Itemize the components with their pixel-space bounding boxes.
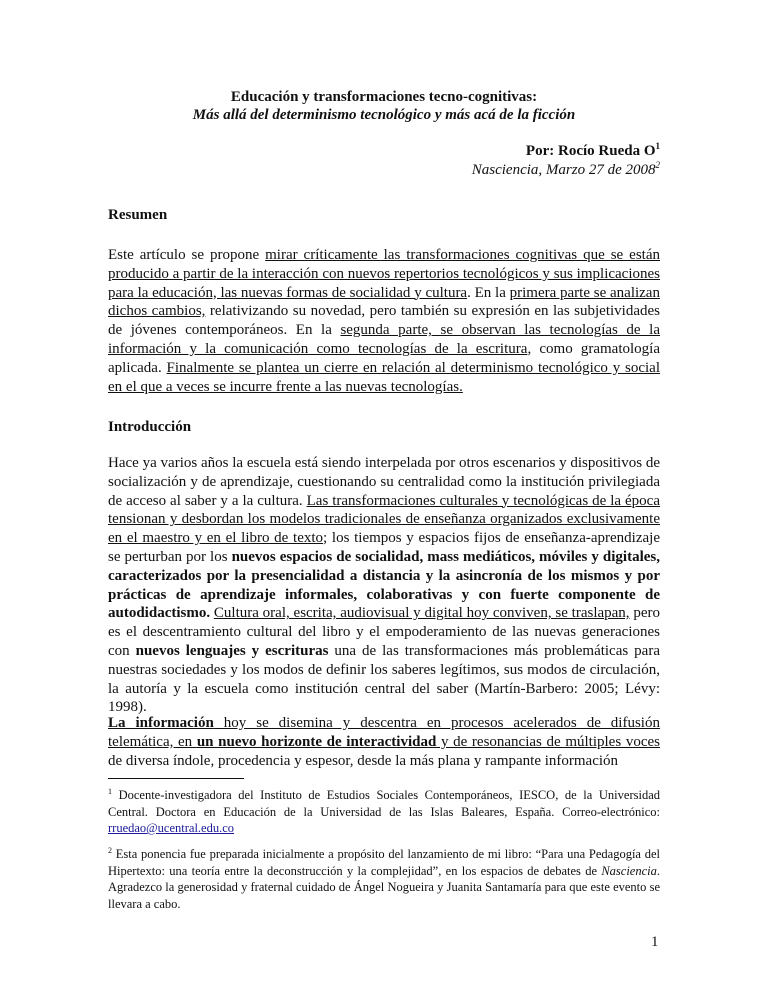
text-run: segunda parte, se observan las tecnologías de la información y la comunicación como tecnologías de la escritura [108,322,661,357]
venue-date-line [472,161,660,180]
text-run: . En la [467,284,510,301]
text-run: primera parte se analizan dichos cambios, [108,284,660,320]
footnote-1-marker: 1 [108,786,112,796]
footnote-2-text: Esta ponencia fue preparada inicialmente a propósito del lanzamiento de mi libro: “Para una Pedagogía del Hipertexto: una teoría entre la deconstrucción y la complejidad”, en los espacios de debates de [108,847,660,878]
text-run: y de resonancias de múltiples voces [436,733,660,750]
author-line [526,142,660,161]
text-run: pero es el descentramiento cultural del libro y el empoderamiento de las nuevas generaciones con [108,605,661,659]
intro-paragraph-2 [108,714,660,770]
title-line-2: Más allá del determinismo tecnológico y más acá de la ficción [192,107,576,123]
footnote-1-text: Docente-investigadora del Instituto de Estudios Sociales Contemporáneos, IESCO, de la Universidad Central. Doctora en Educación de la Universidad de las Islas Baleares, España. Correo-electrónico: [108,788,660,819]
footnote-2-emphasis: Nasciencia [601,863,657,878]
resumen-paragraph [108,246,660,396]
author-name: Por: Rocío Rueda O [525,143,656,159]
footnote-2-text-end: . Agradezco la generosidad y fraternal cuidado de Ángel Nogueira y Juanita Santamaría para que este evento se llevara a cabo. [108,863,660,911]
text-run: mirar críticamente las transformaciones cognitivas que se están producido a partir de la interacción con nuevos repertorios tecnológicos y sus implicaciones para la educación, las nuevas formas de socialidad y cultura [108,247,660,301]
text-run: hoy se disemina y descentra en procesos acelerados de difusión telemática, en [108,715,660,750]
resumen-heading: Resumen [108,207,168,223]
footnote-1-email-link[interactable]: rruedao@ucentral.edu.co [108,821,235,835]
text-run: Cultura oral, escrita, audiovisual y digital hoy conviven, se traslapan, [213,605,630,622]
footnote-ref-2[interactable]: 2 [655,160,660,170]
text-run: un nuevo horizonte de interactividad [196,733,437,750]
text-run: Hace ya varios años la escuela está siendo interpelada por otros escenarios y dispositivos de socialización y de aprendizaje, cuestionando su centralidad como la institución privilegiada de acceso al saber y a la cultura. [108,455,660,509]
introduccion-heading: Introducción [108,419,192,435]
text-run: nuevos espacios de socialidad, mass mediáticos, móviles y digitales, caracterizados por la presencialidad a distancia y la asincronía de los mismos y por prácticas de aprendizaje informales, colaborativas y con fuerte componente de autodidactismo. [108,548,661,622]
text-run: Este artículo se propone [108,247,266,263]
text-run: Finalmente se plantea un cierre en relación al determinismo tecnológico y social en el que a veces se incurre frente a las nuevas tecnologías. [108,359,661,395]
title-line-1: Educación y transformaciones tecno-cognitivas: [230,89,538,105]
page-number: 1 [651,934,659,950]
text-run: , como gramatología aplicada. [108,340,661,376]
footnote-2-marker: 2 [108,845,112,855]
footnote-separator [108,778,244,779]
intro-paragraph-1 [108,454,660,717]
venue-date: Nasciencia, Marzo 27 de 2008 [471,162,656,178]
text-run: nuevos lenguajes y escrituras [135,642,329,659]
footnote-ref-1[interactable]: 1 [655,141,660,151]
text-run: Las transformaciones culturales y tecnológicas de la época tensionan y desbordan los modelos tradicionales de enseñanza organizados exclusivamente en el maestro y en el libro de texto [108,492,660,547]
text-run: una de las transformaciones más problemáticas para nuestras sociedades y los modos de definir los saberes legítimos, sus modos de circulación, la autoría y la escuela como institución central del saber (Martín-Barbero: 2005; Lévy: 1998). [108,642,660,716]
text-run: ; los tiempos y espacios fijos de enseñanza-aprendizaje se perturban por los [108,530,660,565]
footnote-1 [108,787,660,837]
footnote-2 [108,846,660,912]
text-run: relativizando su novedad, pero también su expresión en las subjetividades de jóvenes contemporáneos. En la [108,303,660,339]
text-run: La información [108,715,214,731]
text-run: de diversa índole, procedencia y espesor, desde la más plana y rampante información [108,752,619,769]
